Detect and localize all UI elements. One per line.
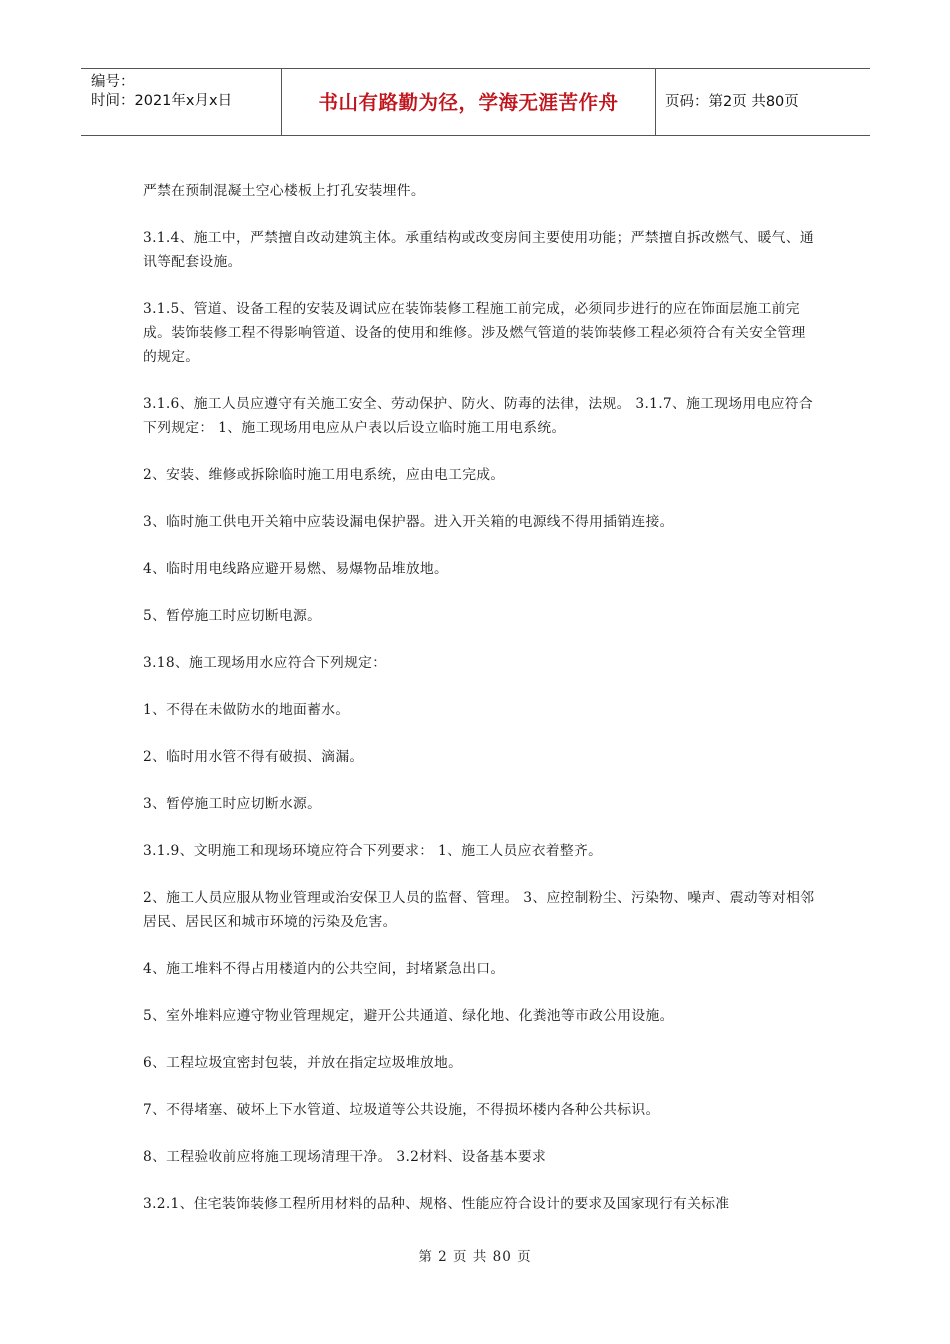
paragraph: 6、工程垃圾宜密封包装，并放在指定垃圾堆放地。	[143, 1055, 463, 1071]
header-motto: 书山有路勤为径，学海无涯苦作舟	[318, 91, 619, 114]
paragraph: 2、临时用水管不得有破损、滴漏。	[143, 749, 364, 765]
paragraph: 8、工程验收前应将施工现场清理干净。 3.2材料、设备基本要求	[143, 1149, 547, 1165]
paragraph: 严禁在预制混凝土空心楼板上打孔安装埋件。	[143, 183, 425, 199]
paragraph: 7、不得堵塞、破坏上下水管道、垃圾道等公共设施，不得损坏楼内各种公共标识。	[143, 1102, 660, 1118]
paragraph: 2、安装、维修或拆除临时施工用电系统，应由电工完成。	[143, 467, 505, 483]
paragraph: 3.1.9、文明施工和现场环境应符合下列要求： 1、施工人员应衣着整齐。	[143, 843, 603, 859]
page-header	[81, 68, 870, 136]
paragraph: 3、临时施工供电开关箱中应装设漏电保护器。进入开关箱的电源线不得用插销连接。	[143, 514, 674, 530]
paragraph: 3、暂停施工时应切断水源。	[143, 796, 322, 812]
paragraph: 3.2.1、住宅装饰装修工程所用材料的品种、规格、性能应符合设计的要求及国家现行有关标准	[143, 1196, 730, 1212]
paragraph: 3.1.6、施工人员应遵守有关施工安全、劳动保护、防火、防毒的法律，法规。 3.1.7、施工现场用电应符合下列规定： 1、施工现场用电应从户表以后设立临时施工用电系统。	[143, 396, 813, 436]
paragraph: 3.18、施工现场用水应符合下列规定：	[143, 655, 387, 671]
document-body	[143, 179, 815, 1239]
paragraph: 2、施工人员应服从物业管理或治安保卫人员的监督、管理。 3、应控制粉尘、污染物、噪声、震动等对相邻居民、居民区和城市环境的污染及危害。	[143, 890, 815, 930]
paragraph: 3.1.5、管道、设备工程的安装及调试应在装饰装修工程施工前完成，必须同步进行的应在饰面层施工前完成。装饰装修工程不得影响管道、设备的使用和维修。涉及燃气管道的装饰装修工程必须符合有关安全管理的规定。	[143, 301, 806, 365]
paragraph: 1、不得在未做防水的地面蓄水。	[143, 702, 350, 718]
paragraph: 4、施工堆料不得占用楼道内的公共空间，封堵紧急出口。	[143, 961, 505, 977]
header-divider-right	[655, 69, 656, 136]
page-footer: 第 2 页 共 80 页	[418, 1249, 532, 1265]
header-meta	[91, 73, 281, 111]
paragraph: 3.1.4、施工中，严禁擅自改动建筑主体。承重结构或改变房间主要使用功能；严禁擅自拆改燃气、暖气、通讯等配套设施。	[143, 230, 814, 270]
document-number-label: 编号：	[91, 74, 135, 90]
paragraph: 4、临时用电线路应避开易燃、易爆物品堆放地。	[143, 561, 449, 577]
document-time-label: 时间：2021年x月x日	[91, 93, 233, 109]
header-page-code: 页码：第2页 共80页	[665, 94, 799, 110]
paragraph: 5、室外堆料应遵守物业管理规定，避开公共通道、绿化地、化粪池等市政公用设施。	[143, 1008, 674, 1024]
paragraph: 5、暂停施工时应切断电源。	[143, 608, 322, 624]
